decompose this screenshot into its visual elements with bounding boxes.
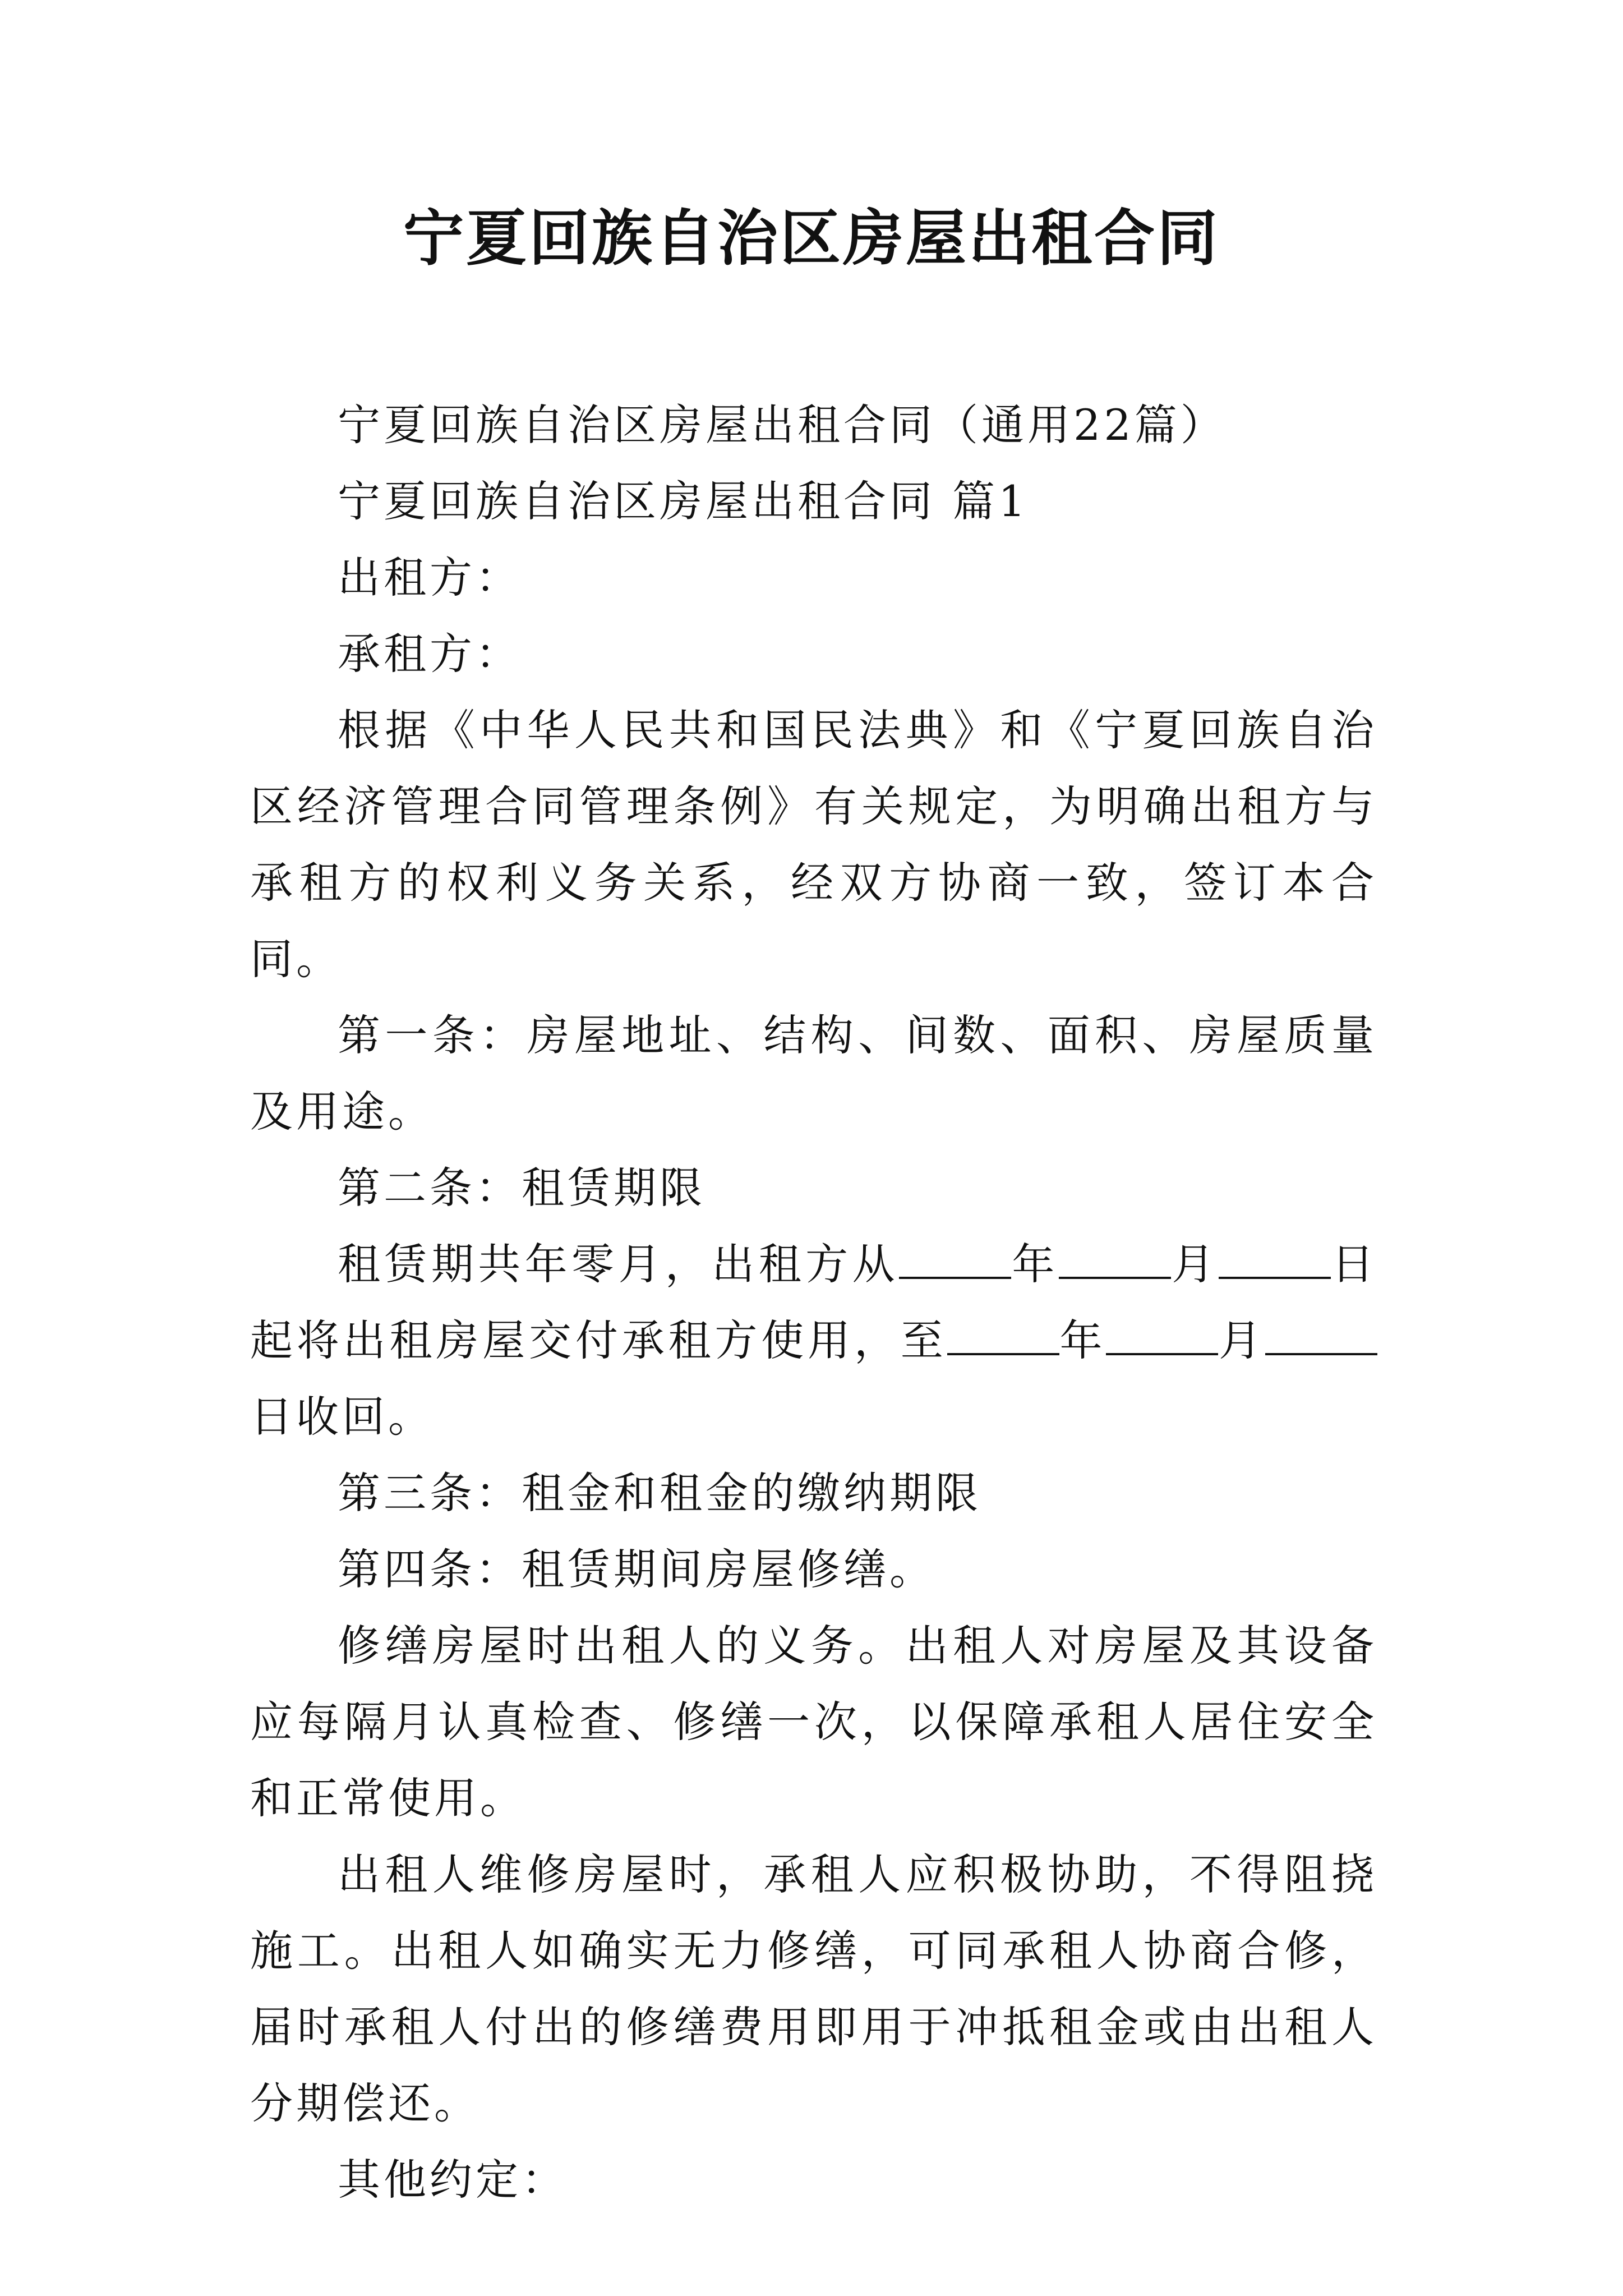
- blank-line: [1059, 1237, 1171, 1279]
- lease-term-text-c: 月: [1170, 1239, 1219, 1289]
- document-title: 宁夏回族自治区房屋出租合同: [403, 203, 1220, 274]
- lease-term-text-b: 年: [1011, 1239, 1059, 1289]
- lease-term-text-e: 年: [1059, 1315, 1106, 1365]
- paragraph-article-4: 第四条：租赁期间房屋修缮。: [338, 1544, 935, 1594]
- paragraph-repair-cooperation: 出租人维修房屋时，承租人应积极协助，不得阻挠施工。出租人如确实无力修缮，可同承租人协商合修，届时承租人付出的修缮费用即用于冲抵租金或由出租人分期偿还。: [250, 1849, 1377, 2128]
- paragraph-lease-term: [250, 1226, 1377, 1455]
- paragraph-article-3: 第三条：租金和租金的缴纳期限: [338, 1468, 981, 1518]
- document-body: [250, 387, 1377, 2218]
- paragraph-article-1: 第一条：房屋地址、结构、间数、面积、房屋质量及用途。: [250, 1010, 1377, 1137]
- lease-term-text-a: 租赁期共年零月，出租方从: [338, 1239, 899, 1289]
- blank-line: [899, 1237, 1011, 1279]
- paragraph-preamble: 根据《中华人民共和国民法典》和《宁夏回族自治区经济管理合同管理条例》有关规定，为明确出租方与承租方的权利义务关系，经双方协商一致，签订本合同。: [250, 705, 1377, 984]
- lease-term-text-g: 日收回。: [250, 1392, 434, 1442]
- lease-term-text-d: 日起将出租房屋交付承租方使用，至: [250, 1239, 1378, 1365]
- paragraph-repair-duty: 修缮房屋时出租人的义务。出租人对房屋及其设备应每隔月认真检查、修缮一次，以保障承租人居住安全和正常使用。: [250, 1621, 1377, 1823]
- lease-term-text-f: 月: [1218, 1315, 1266, 1365]
- paragraph-article-2: 第二条：租赁期限: [338, 1163, 706, 1213]
- blank-line: [1219, 1237, 1331, 1279]
- paragraph-lessor: 出租方：: [338, 553, 522, 602]
- paragraph-other-terms: 其他约定：: [338, 2155, 568, 2205]
- paragraph-subtitle: 宁夏回族自治区房屋出租合同（通用22篇）: [338, 400, 1227, 450]
- paragraph-section-heading: 宁夏回族自治区房屋出租合同 篇1: [338, 476, 1029, 526]
- blank-line: [1265, 1314, 1377, 1355]
- blank-line: [1106, 1314, 1218, 1355]
- paragraph-lessee: 承租方：: [338, 629, 522, 679]
- blank-line: [947, 1314, 1059, 1355]
